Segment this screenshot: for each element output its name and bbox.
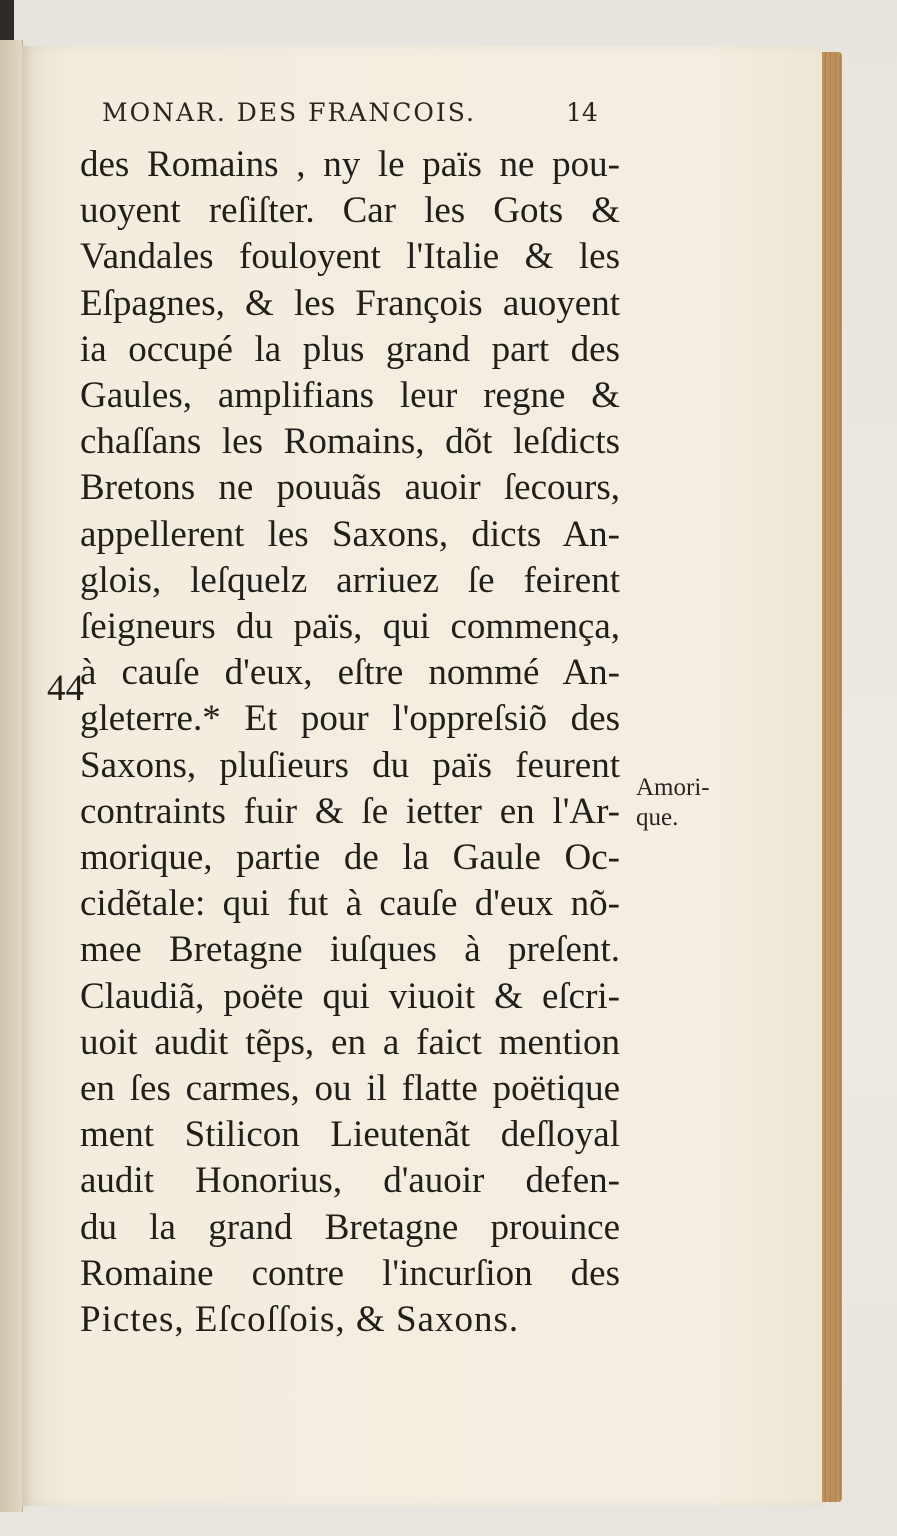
- text-line: morique, partie de la Gaule Oc-: [80, 837, 620, 878]
- text-line: en ſes carmes, ou il flatte poëtique: [80, 1068, 620, 1109]
- right-margin-note-line1: Amori-: [636, 774, 710, 801]
- text-line: ment Stilicon Lieutenãt deſloyal: [80, 1114, 620, 1156]
- text-line: du la grand Bretagne prouince: [80, 1206, 620, 1248]
- text-line: Pictes, Eſcoſſois, & Saxons.: [80, 1299, 520, 1340]
- text-line: Claudiã, poëte qui viuoit & eſcri-: [80, 975, 620, 1017]
- text-line: ia occupé la plus grand part des: [80, 328, 620, 370]
- text-line: uoyent reſiſter. Car les Gots &: [80, 190, 620, 232]
- text-line: contraints fuir & ſe ietter en l'Ar-: [80, 790, 620, 832]
- text-line: Saxons, pluſieurs du païs feurent: [80, 744, 620, 786]
- text-line: Vandales fouloyent l'Italie & les: [80, 236, 620, 278]
- right-margin-note-line2: que.: [636, 804, 679, 831]
- text-line: Romaine contre l'incurſion des: [80, 1252, 620, 1294]
- text-line: audit Honorius, d'auoir defen-: [80, 1160, 620, 1202]
- text-line: à cauſe d'eux, eſtre nommé An-: [80, 652, 620, 694]
- text-line: Eſpagnes, & les François auoyent: [80, 282, 620, 324]
- text-line: cidẽtale: qui fut à cauſe d'eux nõ-: [80, 883, 620, 925]
- text-line: chaſſans les Romains, dõt leſdicts: [80, 421, 620, 463]
- left-margin-note: 44: [47, 668, 84, 709]
- text-line: gleterre.* Et pour l'oppreſsiõ des: [80, 698, 620, 740]
- page-block-edges: [822, 52, 842, 1502]
- binding-shadow: [0, 0, 14, 40]
- text-line: des Romains , ny le païs ne pou-: [80, 144, 620, 185]
- text-line: Gaules, amplifians leur regne &: [80, 375, 620, 416]
- running-title: MONAR. DES FRANCOIS.: [102, 98, 476, 127]
- text-line: Bretons ne pouuãs auoir ſecours,: [80, 467, 620, 509]
- page-number: 14: [566, 98, 598, 127]
- previous-page-edge: [0, 40, 23, 1512]
- text-line: mee Bretagne iuſques à preſent.: [80, 929, 620, 971]
- text-line: uoit audit tẽps, en a faict mention: [80, 1021, 620, 1063]
- text-line: glois, leſquelz arriuez ſe feirent: [80, 559, 620, 601]
- text-line: appellerent les Saxons, dicts An-: [80, 513, 620, 555]
- text-line: ſeigneurs du païs, qui commença,: [80, 606, 620, 647]
